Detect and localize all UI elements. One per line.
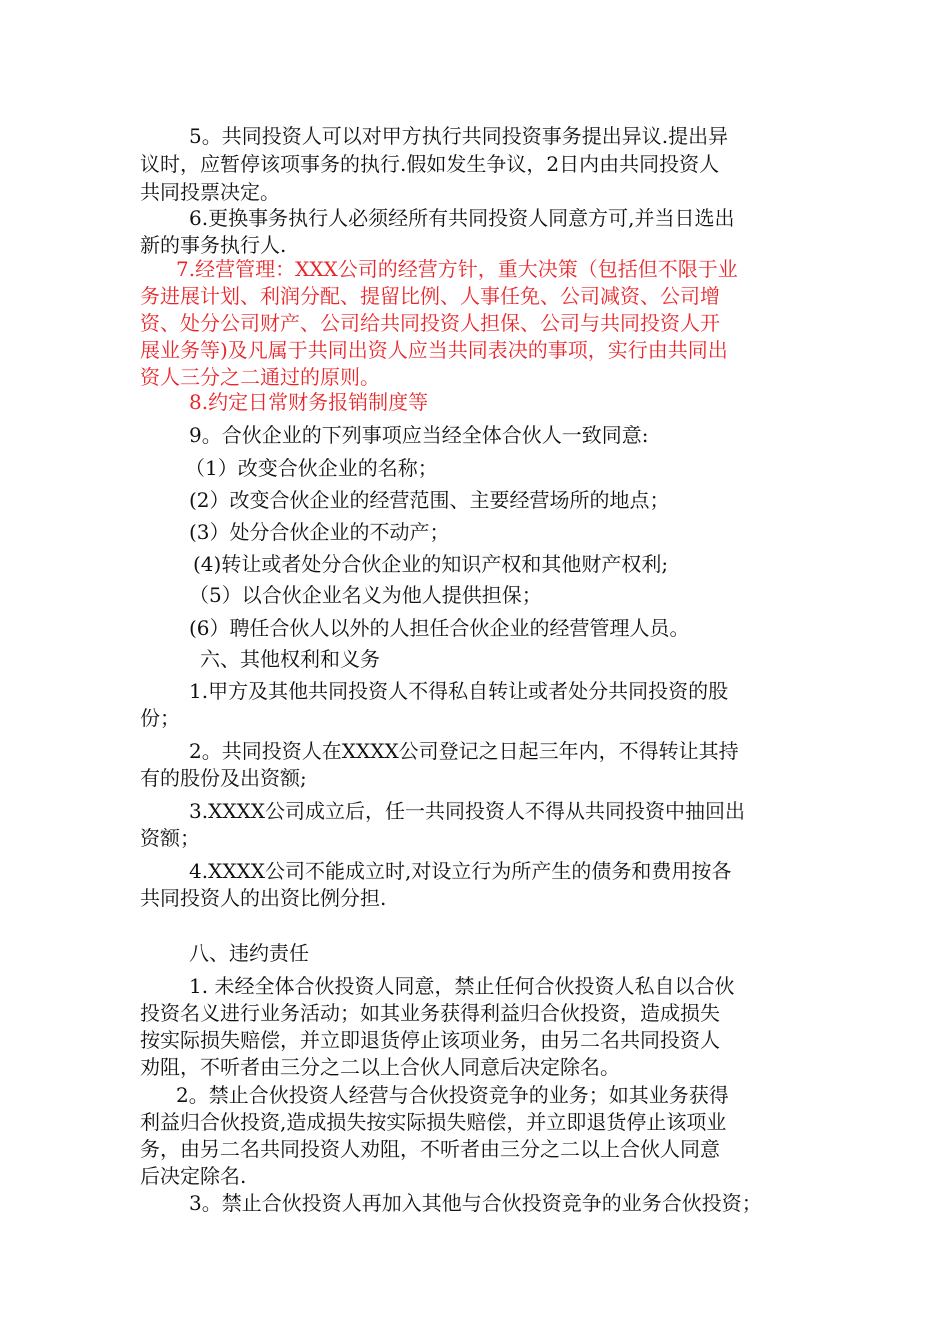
text-line: 务，由另二名共同投资人劝阻，不听者由三分之二以上合伙人同意 [140, 1137, 720, 1161]
text-line: 劝阻，不听者由三分之二以上合伙人同意后决定除名。 [140, 1055, 620, 1079]
text-line: 5。共同投资人可以对甲方执行共同投资事务提出异议.提出异 [189, 124, 729, 148]
text-line: 议时，应暂停该项事务的执行.假如发生争议，2日内由共同投资人 [140, 152, 720, 176]
text-line: 3。禁止合伙投资人再加入其他与合伙投资竞争的业务合伙投资； [189, 1191, 762, 1215]
text-line: 共同投票决定。 [140, 180, 280, 204]
section-heading: 八、违约责任 [189, 941, 309, 965]
list-item: (4)转让或者处分合伙企业的知识产权和其他财产权利; [193, 552, 669, 576]
text-line: 按实际损失赔偿，并立即退货停止该项业务，由另二名共同投资人 [140, 1028, 720, 1052]
text-line: 2。共同投资人在XXXX公司登记之日起三年内，不得转让其持 [189, 739, 739, 763]
text-line: 共同投资人的出资比例分担. [140, 886, 387, 910]
text-line: 3.XXXX公司成立后，任一共同投资人不得从共同投资中抽回出 [189, 799, 746, 823]
text-line: 有的股份及出资额; [140, 766, 307, 790]
text-line: 1. 未经全体合伙投资人同意，禁止任何合伙投资人私自以合伙 [189, 974, 735, 998]
section-heading: 六、其他权利和义务 [200, 647, 380, 671]
text-line: 2。禁止合伙投资人经营与合伙投资竞争的业务；如其业务获得 [176, 1083, 729, 1107]
text-line-highlighted: 7.经营管理：XXX公司的经营方针，重大决策（包括但不限于业 [176, 257, 738, 281]
list-item: (6）聘任合伙人以外的人担任合伙企业的经营管理人员。 [189, 616, 690, 640]
text-line: 4.XXXX公司不能成立时,对设立行为所产生的债务和费用按各 [189, 859, 732, 883]
text-line: 6.更换事务执行人必须经所有共同投资人同意方可,并当日选出 [189, 206, 735, 230]
text-line: 后决定除名. [140, 1164, 247, 1188]
text-line: 利益归合伙投资,造成损失按实际损失赔偿，并立即退货停止该项业 [140, 1110, 727, 1134]
text-line-highlighted: 8.约定日常财务报销制度等 [189, 390, 429, 414]
list-item: (2）改变合伙企业的经营范围、主要经营场所的地点； [189, 488, 670, 512]
text-line-highlighted: 资人三分之二通过的原则。 [140, 365, 380, 389]
text-line: 资额； [140, 826, 200, 850]
text-line: 1.甲方及其他共同投资人不得私自转让或者处分共同投资的股 [189, 679, 729, 703]
text-line: 份； [140, 706, 180, 730]
text-line: 投资名义进行业务活动；如其业务获得利益归合伙投资，造成损失 [140, 1001, 720, 1025]
text-line-highlighted: 务进展计划、利润分配、提留比例、人事任免、公司减资、公司增 [140, 284, 720, 308]
list-item: （1）改变合伙企业的名称； [185, 456, 438, 480]
text-line: 9。合伙企业的下列事项应当经全体合伙人一致同意: [189, 423, 649, 447]
list-item: （5）以合伙企业名义为他人提供担保； [189, 583, 542, 607]
list-item: (3）处分合伙企业的不动产； [189, 520, 450, 544]
text-line-highlighted: 资、处分公司财产、公司给共同投资人担保、公司与共同投资人开 [140, 311, 720, 335]
text-line-highlighted: 展业务等)及凡属于共同出资人应当共同表决的事项，实行由共同出 [140, 338, 728, 362]
text-line: 新的事务执行人. [140, 233, 287, 257]
